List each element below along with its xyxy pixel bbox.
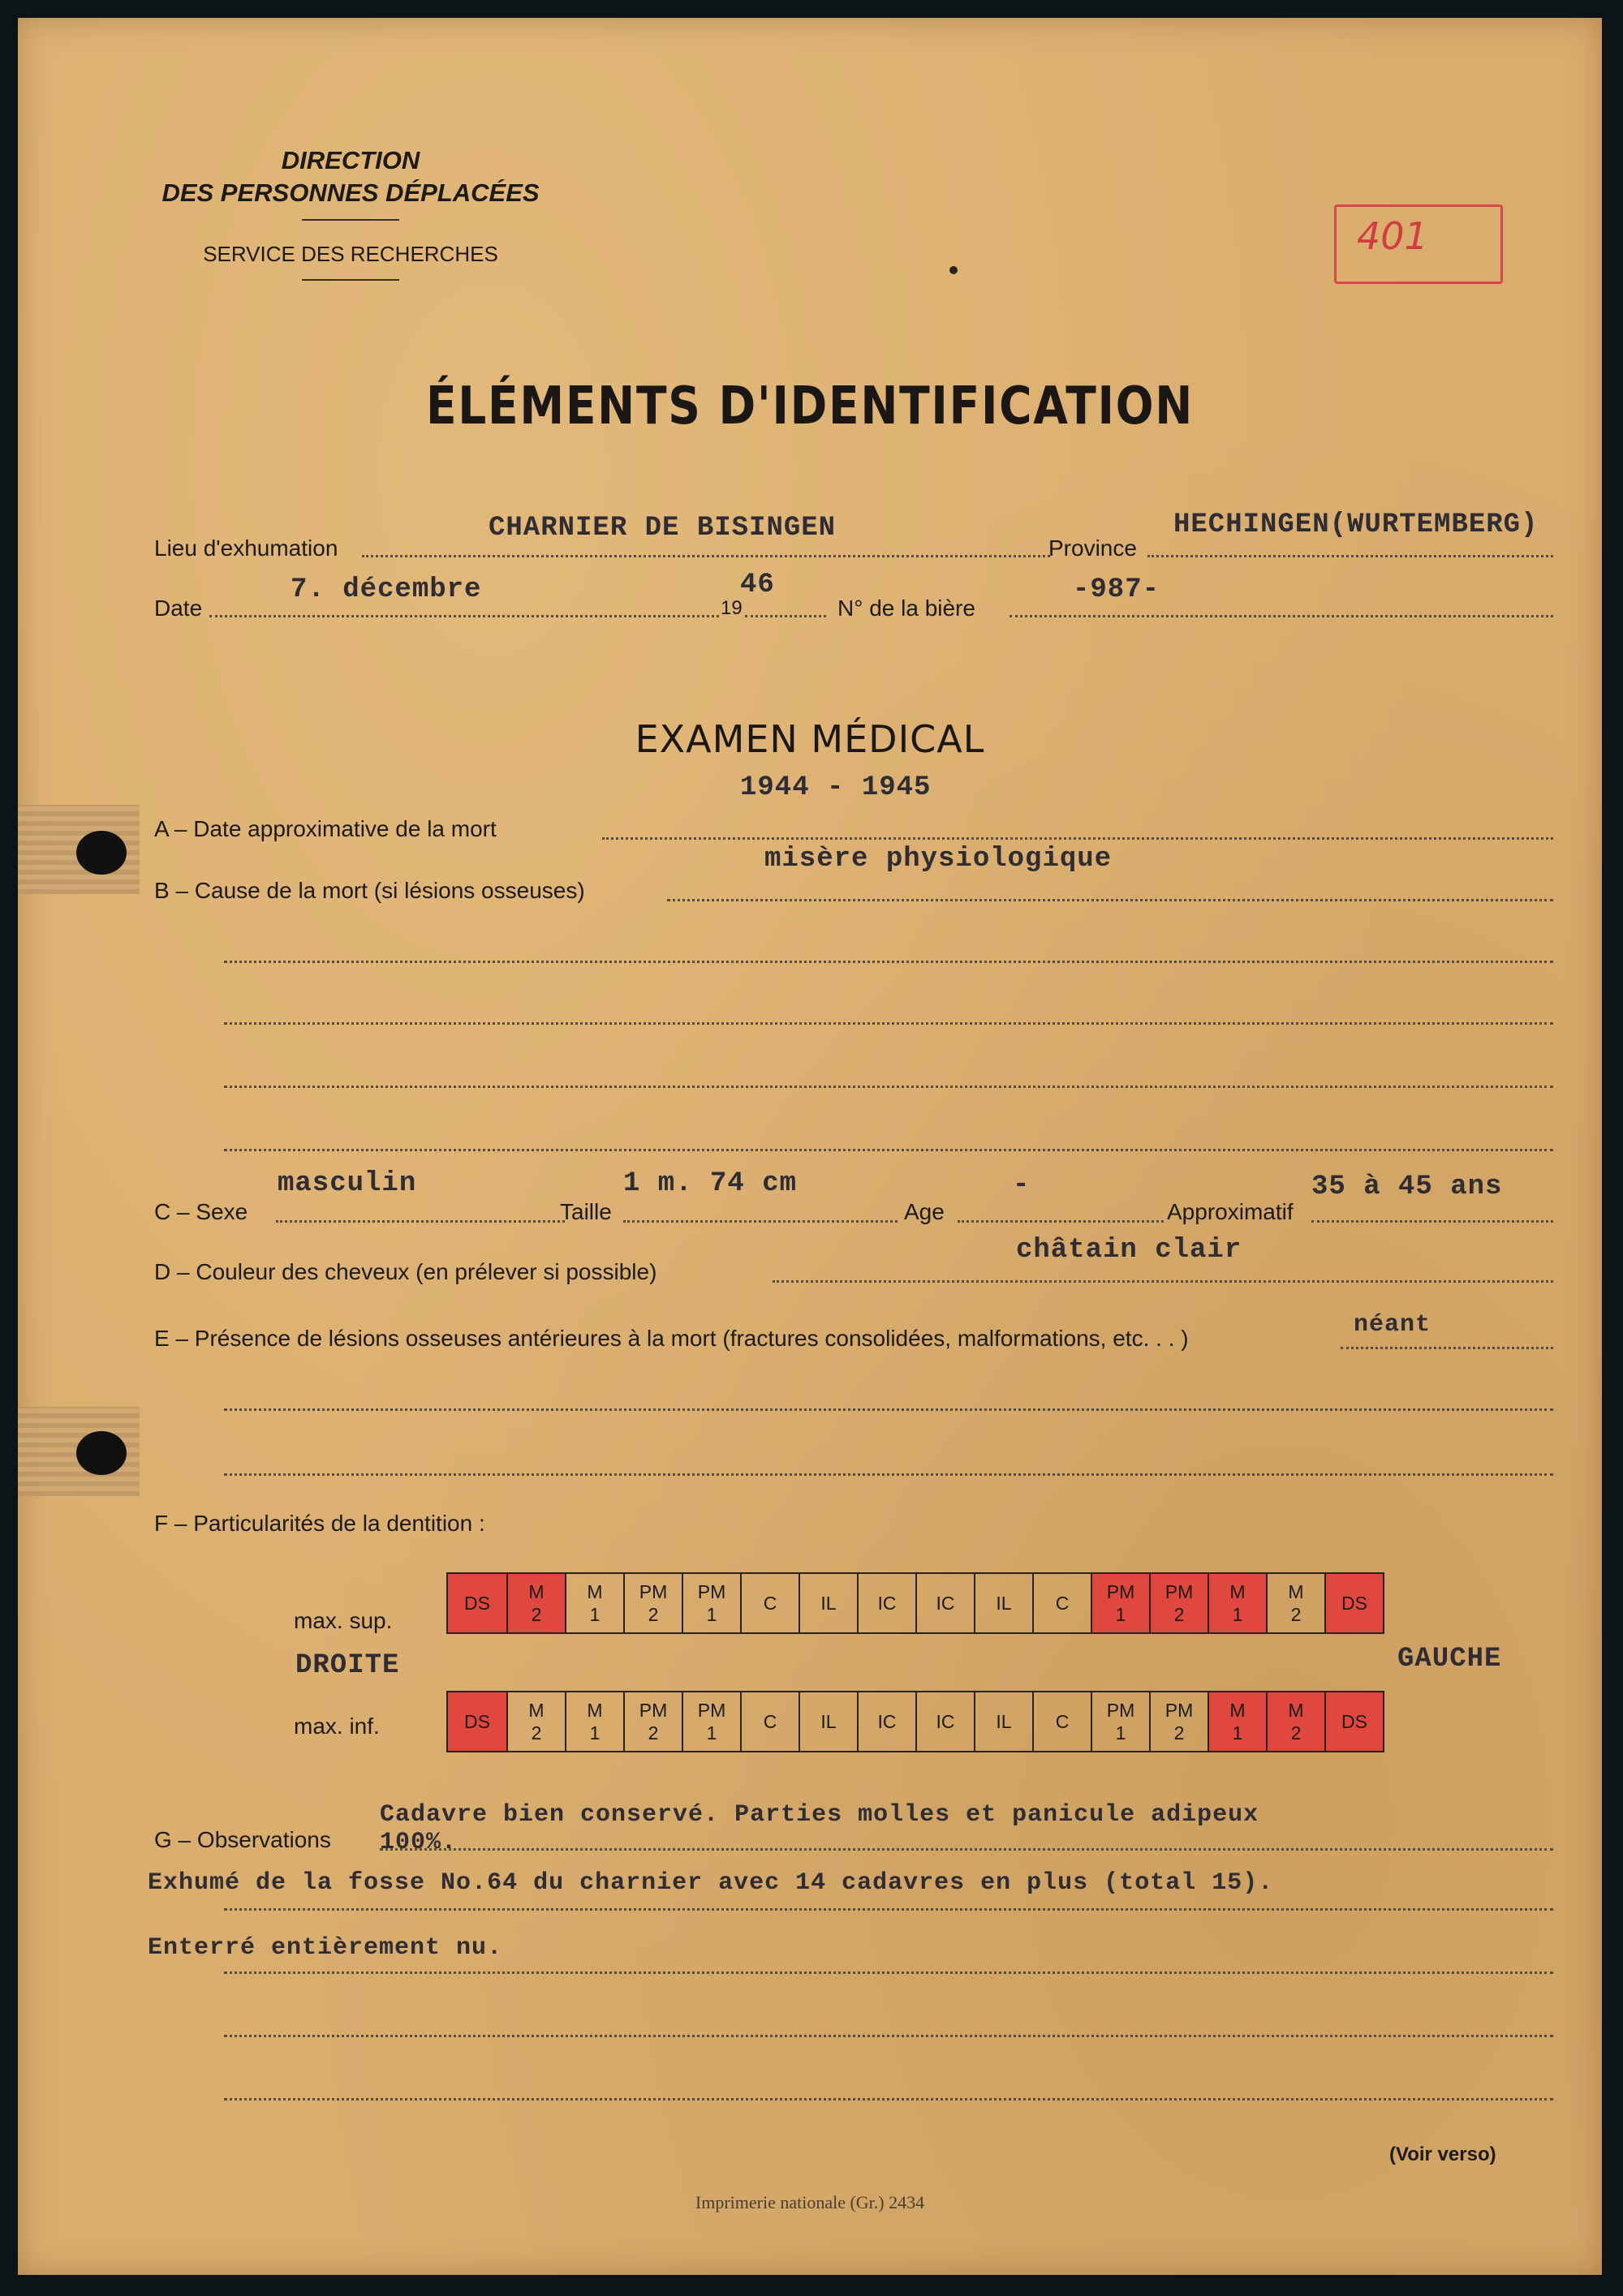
tooth-cell <box>1032 1574 1091 1632</box>
tooth-cell <box>623 1692 682 1751</box>
tooth-cell <box>740 1574 799 1632</box>
tooth-code: IC <box>936 1711 955 1732</box>
lieu-dots <box>362 555 1050 557</box>
tooth-number: 1 <box>1115 1722 1126 1743</box>
tooth-number: 2 <box>1173 1604 1185 1625</box>
gauche-label: GAUCHE <box>1397 1644 1502 1675</box>
g-label: G – Observations <box>154 1827 331 1852</box>
a-dots <box>602 837 1553 840</box>
tooth-cell <box>682 1574 740 1632</box>
g-dots-2 <box>224 1908 1553 1911</box>
taille-value: 1 m. 74 cm <box>623 1168 798 1199</box>
max-inf-label: max. inf. <box>294 1713 380 1739</box>
tooth-code: C <box>1055 1711 1070 1732</box>
tooth-code: PM <box>1165 1581 1194 1602</box>
tooth-number: 2 <box>1290 1604 1302 1625</box>
year-dots <box>745 615 826 617</box>
tooth-cell <box>857 1692 915 1751</box>
tooth-code: IL <box>820 1593 837 1614</box>
approx-dots <box>1311 1220 1553 1223</box>
observation-line-3: Enterré entièrement nu. <box>148 1934 503 1962</box>
tooth-cell <box>623 1574 682 1632</box>
e-label: E – Présence de lésions osseuses antérieures à la mort (fractures consolidées, malformations, etc. . . ) <box>154 1326 1189 1351</box>
lieu-label: Lieu d'exhumation <box>154 535 338 561</box>
tooth-code: PM <box>1165 1700 1194 1721</box>
tooth-code: M <box>1229 1581 1246 1602</box>
date-value: 7. décembre <box>291 574 482 605</box>
tooth-number: 2 <box>531 1604 542 1625</box>
province-dots <box>1147 555 1553 557</box>
punch-hole-top <box>76 831 127 875</box>
tooth-code: M <box>528 1700 545 1721</box>
b-dots-3 <box>224 1022 1553 1025</box>
b-value: misère physiologique <box>764 844 1113 875</box>
tooth-code: DS <box>1341 1593 1367 1614</box>
province-label: Province <box>1048 535 1137 561</box>
tooth-code: C <box>763 1711 777 1732</box>
tooth-number: 2 <box>1290 1722 1302 1743</box>
year-prefix: 19 <box>721 597 743 619</box>
tooth-number: 1 <box>589 1604 601 1625</box>
tooth-cell <box>1149 1574 1208 1632</box>
d-dots <box>773 1280 1553 1283</box>
observation-line-2: Exhumé de la fosse No.64 du charnier avec 14 cadavres en plus (total 15). <box>148 1869 1274 1897</box>
tooth-number: 1 <box>706 1722 717 1743</box>
sexe-dots <box>276 1220 565 1223</box>
b-dots-4 <box>224 1086 1553 1088</box>
d-label: D – Couleur des cheveux (en prélever si possible) <box>154 1259 657 1284</box>
tooth-code: M <box>1288 1700 1304 1721</box>
tooth-cell <box>506 1692 565 1751</box>
tooth-code: M <box>1288 1581 1304 1602</box>
punch-hole-bottom <box>76 1431 127 1475</box>
tooth-code: M <box>1229 1700 1246 1721</box>
observation-line-1: Cadavre bien conservé. Parties molles et panicule adipeux <box>380 1801 1259 1829</box>
header-rule-1 <box>302 219 399 221</box>
biere-dots <box>1010 615 1553 617</box>
age-dots <box>958 1220 1164 1223</box>
g-dots-3 <box>224 1971 1553 1974</box>
header-service: SERVICE DES RECHERCHES <box>203 242 498 266</box>
tooth-code: PM <box>697 1581 726 1602</box>
e-value: néant <box>1354 1311 1431 1339</box>
approx-label: Approximatif <box>1167 1199 1294 1224</box>
upper-teeth-row <box>446 1572 1384 1634</box>
tooth-code: C <box>1055 1593 1070 1614</box>
biere-value: -987- <box>1073 574 1160 605</box>
tooth-code: IL <box>996 1593 1012 1614</box>
tooth-cell <box>448 1692 506 1751</box>
observation-line-1b: 100%. <box>380 1829 458 1856</box>
date-label: Date <box>154 595 203 621</box>
tooth-cell <box>915 1692 974 1751</box>
tooth-code: IC <box>936 1593 955 1614</box>
tooth-code: IC <box>877 1711 897 1732</box>
sexe-value: masculin <box>278 1168 417 1199</box>
age-value: - <box>1013 1170 1031 1201</box>
f-label: F – Particularités de la dentition : <box>154 1511 485 1536</box>
tooth-number: 2 <box>531 1722 542 1743</box>
tooth-number: 1 <box>1232 1722 1243 1743</box>
province-value: HECHINGEN(WURTEMBERG) <box>1173 510 1539 540</box>
tooth-cell <box>506 1574 565 1632</box>
tooth-cell <box>740 1692 799 1751</box>
tooth-cell <box>915 1574 974 1632</box>
tooth-cell <box>682 1692 740 1751</box>
tooth-code: PM <box>697 1700 726 1721</box>
tooth-cell <box>1149 1692 1208 1751</box>
tooth-number: 2 <box>1173 1722 1185 1743</box>
page-title: ÉLÉMENTS D'IDENTIFICATION <box>425 376 1195 436</box>
tooth-code: M <box>587 1700 603 1721</box>
tooth-code: PM <box>639 1581 668 1602</box>
tooth-number: 1 <box>589 1722 601 1743</box>
header-personnes: DES PERSONNES DÉPLACÉES <box>161 178 540 207</box>
tooth-code: PM <box>1106 1581 1135 1602</box>
tooth-code: DS <box>464 1711 490 1732</box>
tooth-cell <box>1208 1692 1266 1751</box>
tooth-cell <box>1032 1692 1091 1751</box>
tooth-cell <box>799 1692 857 1751</box>
tooth-number: 2 <box>648 1722 659 1743</box>
taille-dots <box>623 1220 898 1223</box>
b-dots <box>667 899 1553 901</box>
g-dots <box>380 1848 1553 1851</box>
tooth-cell <box>974 1692 1032 1751</box>
tooth-number: 2 <box>648 1604 659 1625</box>
tooth-cell <box>1208 1574 1266 1632</box>
taille-label: Taille <box>560 1199 612 1224</box>
tooth-code: DS <box>464 1593 490 1614</box>
tooth-number: 1 <box>1115 1604 1126 1625</box>
tooth-code: C <box>763 1593 777 1614</box>
tooth-cell <box>1091 1692 1149 1751</box>
header-rule-2 <box>302 279 399 281</box>
b-dots-2 <box>224 961 1553 963</box>
c-label: C – Sexe <box>154 1199 248 1224</box>
tooth-cell <box>565 1692 623 1751</box>
tooth-cell <box>1324 1574 1383 1632</box>
tooth-code: DS <box>1341 1711 1367 1732</box>
printer-imprint: Imprimerie nationale (Gr.) 2434 <box>695 2192 925 2212</box>
approx-value: 35 à 45 ans <box>1311 1172 1503 1202</box>
tooth-code: IC <box>877 1593 897 1614</box>
max-sup-label: max. sup. <box>294 1608 393 1633</box>
tooth-cell <box>974 1574 1032 1632</box>
ink-dot <box>949 266 958 274</box>
b-dots-5 <box>224 1149 1553 1151</box>
droite-label: DROITE <box>295 1650 400 1681</box>
year-value: 46 <box>740 570 775 600</box>
header-direction: DIRECTION <box>281 146 420 174</box>
tooth-code: IL <box>996 1711 1012 1732</box>
tooth-cell <box>448 1574 506 1632</box>
tooth-code: PM <box>639 1700 668 1721</box>
tooth-cell <box>1266 1692 1324 1751</box>
date-dots <box>209 615 719 617</box>
tooth-number: 1 <box>706 1604 717 1625</box>
tooth-cell <box>799 1574 857 1632</box>
b-label: B – Cause de la mort (si lésions osseuses) <box>154 878 585 903</box>
tooth-code: PM <box>1106 1700 1135 1721</box>
exam-years: 1944 - 1945 <box>740 772 932 803</box>
d-value: châtain clair <box>1016 1235 1242 1266</box>
age-label: Age <box>904 1199 945 1224</box>
lower-teeth-row <box>446 1691 1384 1752</box>
e-dots <box>1341 1347 1553 1349</box>
e-dots-3 <box>224 1473 1553 1476</box>
tooth-cell <box>857 1574 915 1632</box>
g-dots-4 <box>224 2035 1553 2037</box>
tooth-cell <box>1091 1574 1149 1632</box>
exam-title: EXAMEN MÉDICAL <box>635 717 985 761</box>
biere-label: N° de la bière <box>837 595 975 621</box>
tooth-code: IL <box>820 1711 837 1732</box>
a-label: A – Date approximative de la mort <box>154 816 497 841</box>
tooth-cell <box>1266 1574 1324 1632</box>
document-page <box>18 18 1602 2275</box>
g-dots-5 <box>224 2098 1553 2100</box>
tooth-code: M <box>587 1581 603 1602</box>
tooth-cell <box>1324 1692 1383 1751</box>
stamp-number: 401 <box>1357 214 1428 258</box>
tooth-code: M <box>528 1581 545 1602</box>
tooth-number: 1 <box>1232 1604 1243 1625</box>
lieu-value: CHARNIER DE BISINGEN <box>489 513 837 544</box>
tooth-cell <box>565 1574 623 1632</box>
voir-verso: (Voir verso) <box>1389 2143 1496 2165</box>
e-dots-2 <box>224 1408 1553 1411</box>
